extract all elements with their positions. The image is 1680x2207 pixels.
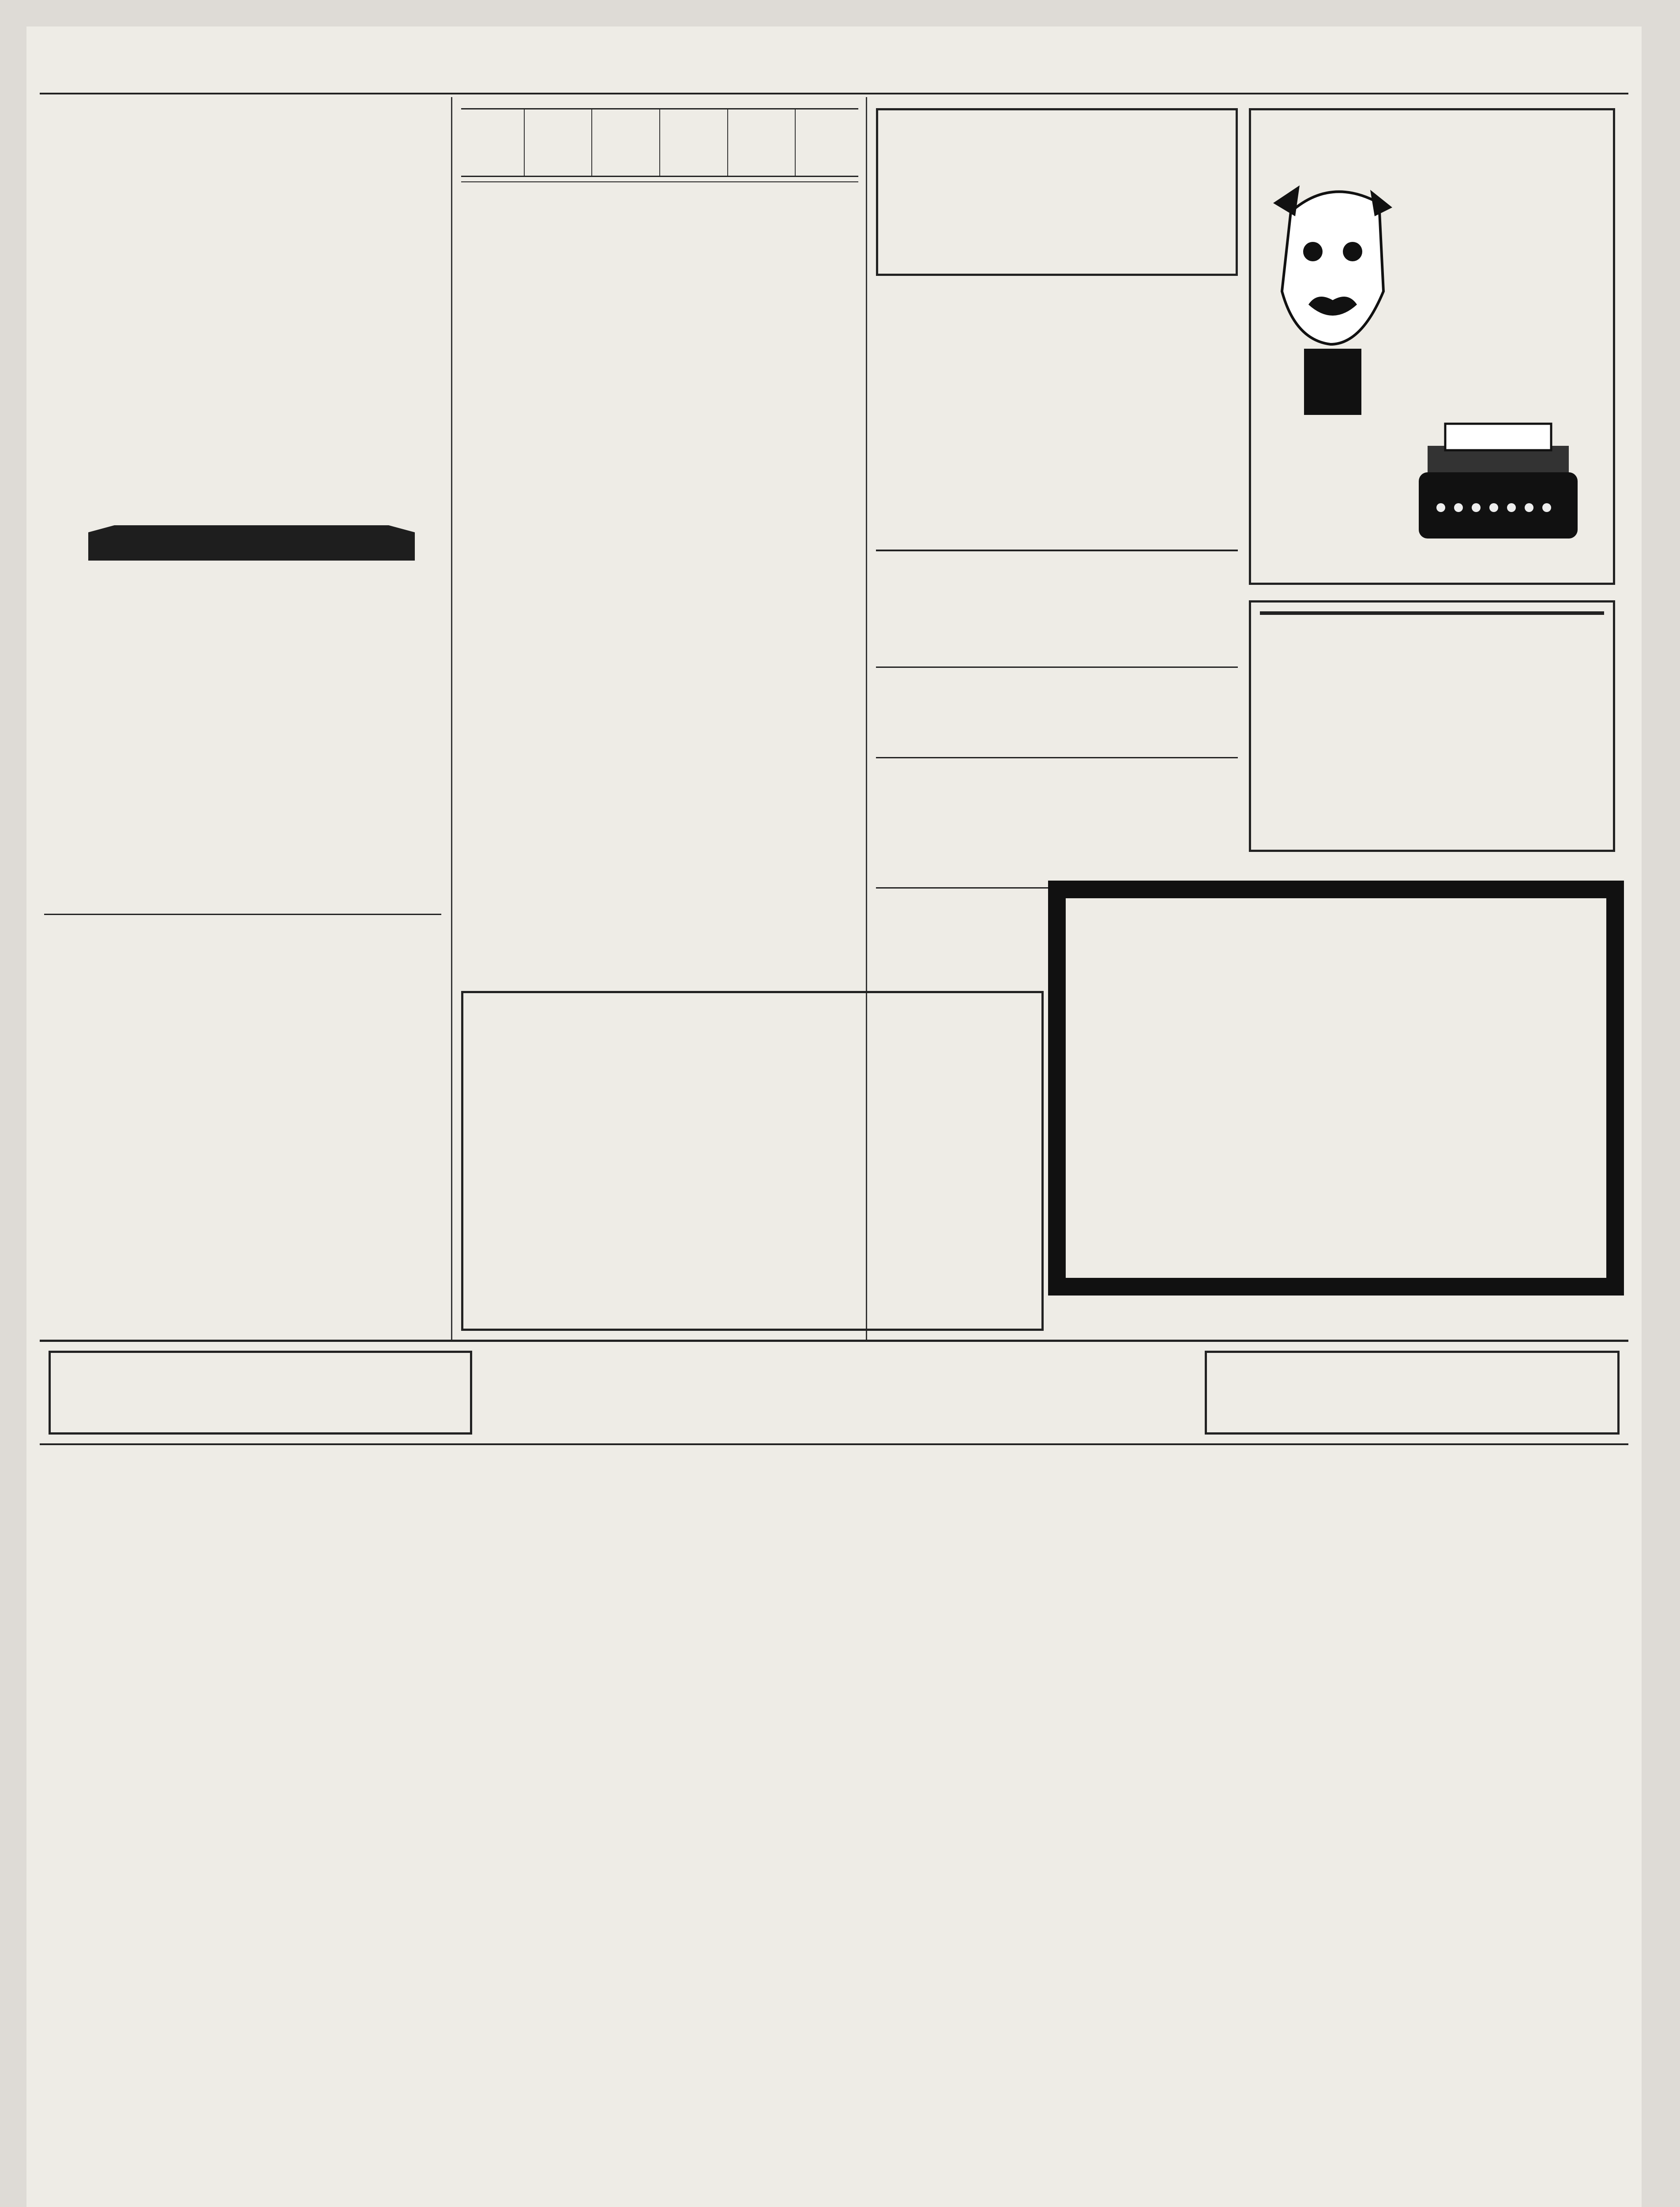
weather-col	[795, 109, 858, 176]
weather-footer	[461, 181, 858, 184]
weather-table-wrap	[461, 108, 858, 177]
weather-col	[524, 109, 592, 176]
engros-ad	[461, 991, 1044, 1331]
anzeige-notice	[1066, 898, 1606, 1278]
kosmata-banner	[88, 525, 415, 561]
kleiner-right	[1205, 1351, 1620, 1435]
anzeige-frame	[1048, 881, 1624, 1296]
kosmata-ad	[62, 508, 441, 900]
newspaper-page	[26, 26, 1642, 2207]
typewriter-illustration	[1401, 419, 1595, 552]
weather-col	[728, 109, 796, 176]
weather-date-label	[461, 109, 524, 176]
weather-table	[461, 109, 858, 176]
norweger-ad	[1249, 600, 1615, 852]
buecher-ad	[876, 550, 1238, 556]
weather-col	[660, 109, 728, 176]
katalog-ad	[876, 887, 1061, 891]
weather-section	[461, 104, 858, 184]
zahnatelier-ad	[876, 108, 1238, 276]
norweger-title	[1260, 611, 1604, 615]
face-icon	[1264, 177, 1397, 424]
weather-col	[592, 109, 660, 176]
preisabbau-ad	[1249, 108, 1615, 585]
typewriter-icon	[1401, 419, 1595, 552]
kleiner-left	[49, 1351, 472, 1435]
face-illustration	[1264, 177, 1397, 424]
auswaertige-section	[876, 667, 1238, 671]
tageskalender-section	[876, 757, 1238, 762]
